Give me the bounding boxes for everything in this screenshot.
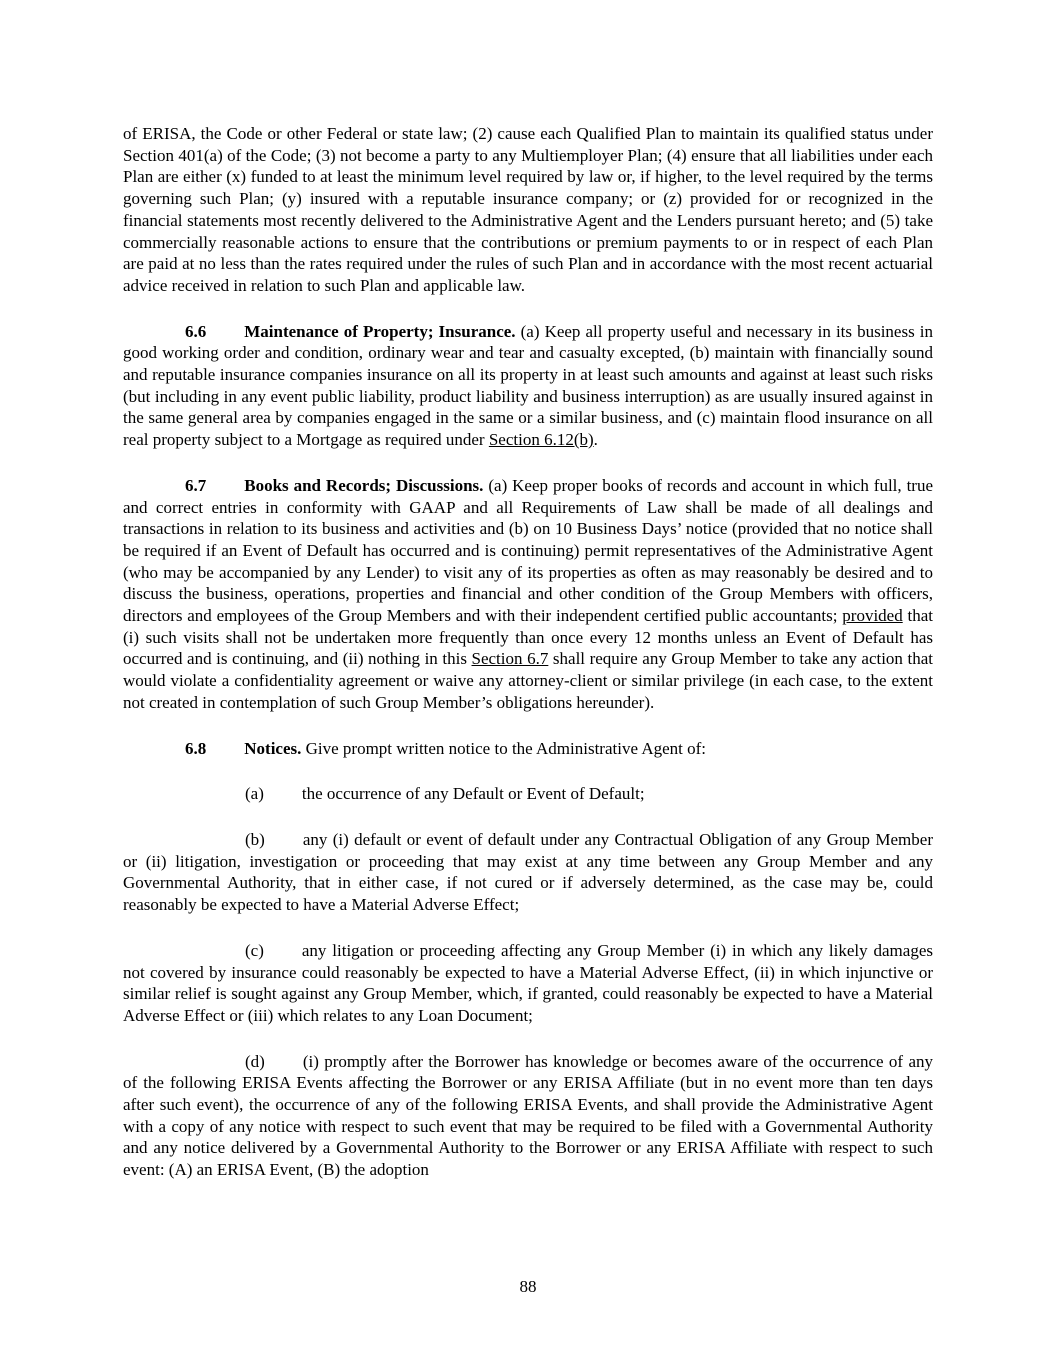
page-number: 88 — [519, 1277, 537, 1296]
text-segment: (d) — [245, 1051, 265, 1071]
page-footer — [123, 1276, 933, 1298]
paragraph — [123, 123, 933, 297]
text-segment: of ERISA, the Code or other Federal or state law; (2) cause each Qualified Plan to maintain its qualified status under Section 401(a) of the Code; (3) not become a party to any Multiemployer Plan; (4) ensure that all liabilities under each Plan are either (x) funded to at least the minimum level required by law or, if higher, to the level required by the terms governing such Plan; (y) insured with a reputable insurance company; or (z) provided for or recognized in the financial statements most recently delivered to the Administrative Agent and the Lenders pursuant hereto; and (5) take commercially reasonable actions to ensure that the contributions or premium payments to or in respect of each Plan are paid at no less than the rates required under the rules of such Plan and in accordance with the most recent actuarial advice received in relation to such Plan and applicable law. — [123, 124, 933, 295]
text-segment: . — [593, 430, 598, 450]
text-segment: (b) — [245, 829, 265, 849]
text-segment: any (i) default or event of default under any Contractual Obligation of any Group Member or (ii) litigation, investigation or proceeding that may exist at any time between any Group Member and any Governmental Authority, that in either case, if not cured or if adversely determined, as the case may be, could reasonably be expected to have a Material Adverse Effect; — [123, 829, 933, 915]
document-body — [123, 123, 933, 1181]
paragraph — [123, 738, 933, 760]
text-segment: provided — [842, 606, 903, 626]
text-segment: the occurrence of any Default or Event of Default; — [301, 784, 645, 804]
paragraph — [123, 829, 933, 916]
text-segment: (c) — [245, 940, 264, 960]
text-segment: 6.7 — [185, 475, 207, 495]
text-segment: Books and Records; Discussions. — [244, 475, 484, 495]
text-segment: Section 6.7 — [471, 649, 549, 669]
paragraph — [123, 1051, 933, 1181]
text-segment: shall require any Group Member to take any action that would violate a confidentiality agreement or waive any attorney-client or similar privilege (in each case, to the extent not created in contemplation of such Group Member’s obligations hereunder). — [123, 649, 933, 712]
text-segment: (i) promptly after the Borrower has knowledge or becomes aware of the occurrence of any of the following ERISA Events affecting the Borrower or any ERISA Affiliate (but in no event more than ten days after such event), the occurrence of any of the following ERISA Events, and shall provide the Administrative Agent with a copy of any notice with respect to such event that may be required to be filed with a Governmental Authority and any notice delivered by a Governmental Authority to the Borrower or any ERISA Affiliate with respect to such event: (A) an ERISA Event, (B) the adoption — [123, 1051, 933, 1180]
paragraph — [123, 940, 933, 1027]
text-segment: Maintenance of Property; Insurance. — [244, 321, 516, 341]
text-segment: (a) — [245, 784, 264, 804]
text-segment: Notices. — [244, 738, 302, 758]
text-segment: Give prompt written notice to the Administrative Agent of: — [301, 738, 706, 758]
text-segment: (a) Keep proper books of records and account in which full, true and correct entries in conformity with GAAP and all Requirements of Law shall be made of all dealings and transactions in relation to its business and activities and (b) on 10 Business Days’ notice (provided that no notice shall be required if an Event of Default has occurred and is continuing) permit representatives of the Administrative Agent (who may be accompanied by any Lender) to visit any of its properties as often as may reasonably be desired and to discuss the business, operations, properties and financial and other condition of the Group Members with officers, directors and employees of the Group Members and with their independent certified public accountants; — [123, 475, 934, 626]
paragraph — [123, 783, 933, 805]
paragraph — [123, 321, 933, 451]
paragraph — [123, 475, 933, 714]
text-segment: 6.6 — [185, 321, 207, 341]
text-segment: any litigation or proceeding affecting any Group Member (i) in which any likely damages not covered by insurance could reasonably be expected to have a Material Adverse Effect, (ii) in which injunctive or similar relief is sought against any Group Member, which, if granted, could reasonably be expected to have a Material Adverse Effect or (iii) which relates to any Loan Document; — [123, 940, 933, 1025]
text-segment: (a) Keep all property useful and necessary in its business in good working order and condition, ordinary wear and tear and casualty excepted, (b) maintain with financially sound and reputable insurance companies insurance on all its property in at least such amounts and against at least such risks (but including in any event public liability, product liability and business interruption) as are usually insured against in the same general area by companies engaged in the same or a similar business, and (c) maintain flood insurance on all real property subject to a Mortgage as required under — [123, 321, 934, 450]
text-segment: Section 6.12(b) — [488, 430, 594, 450]
text-segment: that (i) such visits shall not be undertaken more frequently than once every 12 months unless an Event of Default has occurred and is continuing, and (ii) nothing in this — [123, 606, 933, 669]
text-segment: 6.8 — [185, 738, 207, 758]
